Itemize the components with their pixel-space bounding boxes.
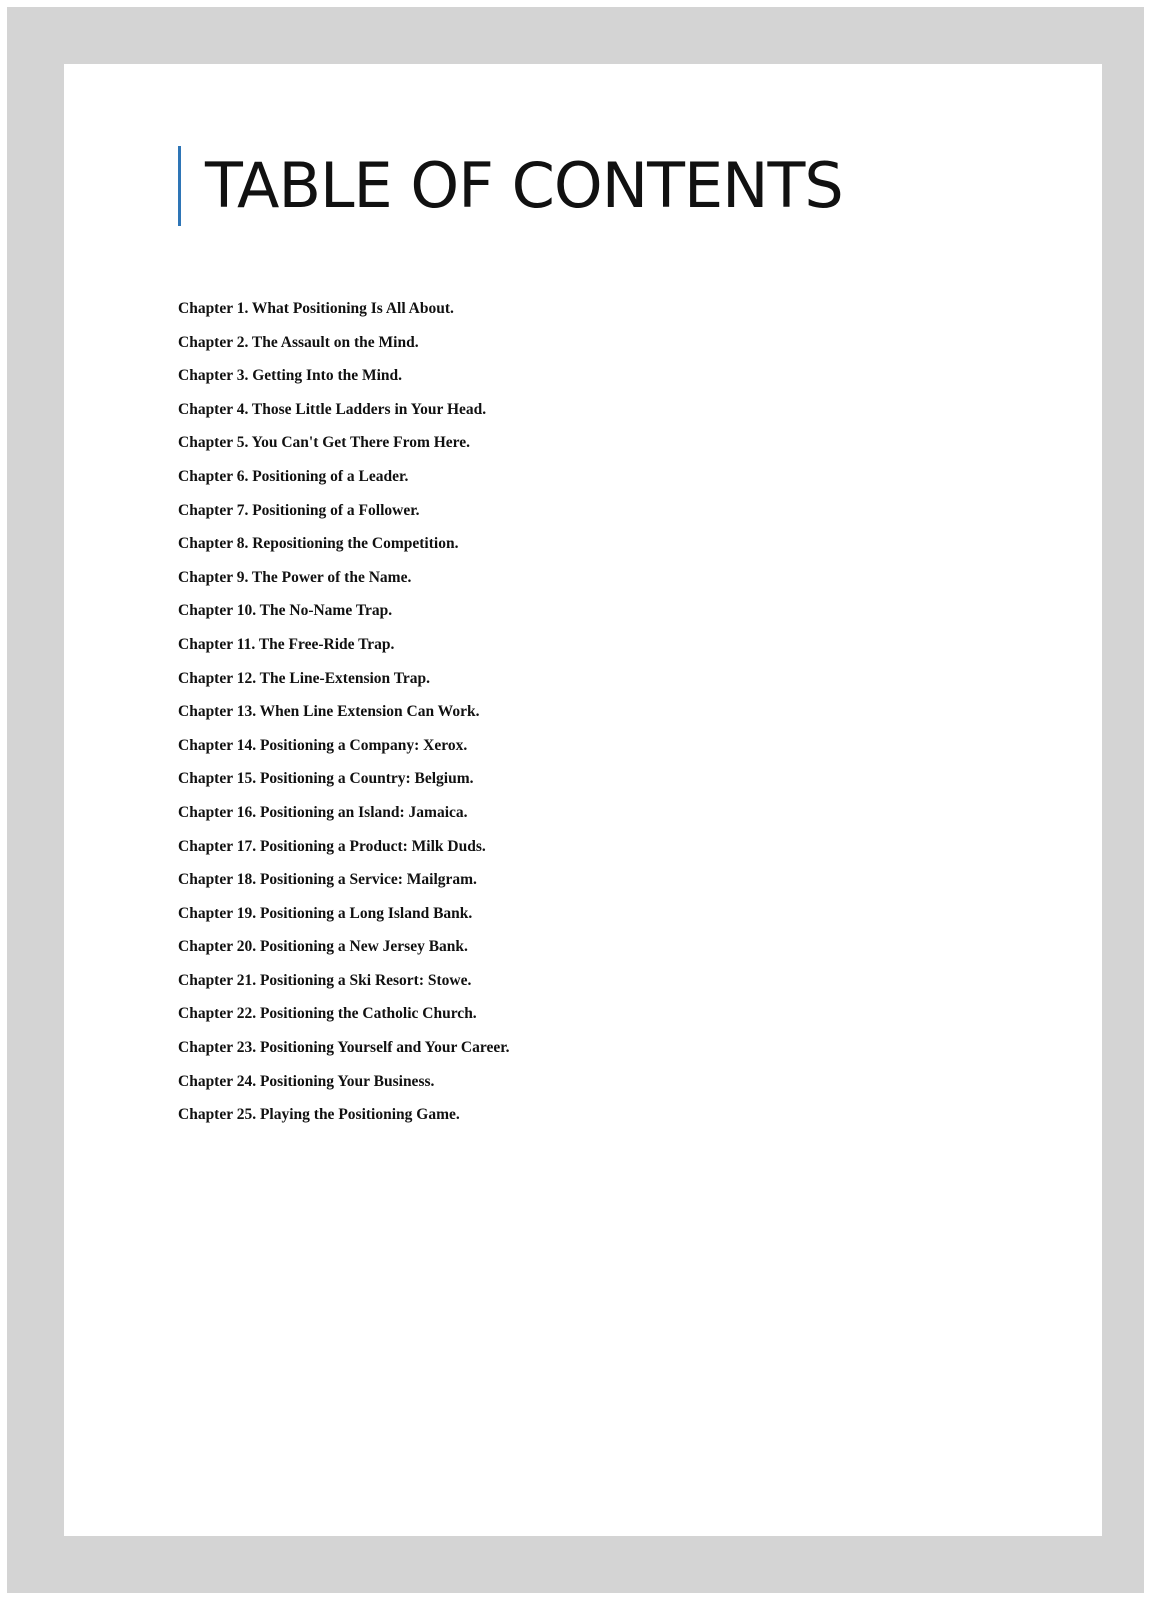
toc-item-chapter-11: Chapter 11. The Free-Ride Trap. [178,635,395,653]
page-title: TABLE OF CONTENTS [205,149,843,222]
toc-item-chapter-3: Chapter 3. Getting Into the Mind. [178,367,403,385]
toc-item-chapter-20: Chapter 20. Positioning a New Jersey Bank. [178,938,468,956]
toc-item-chapter-2: Chapter 2. The Assault on the Mind. [178,333,419,351]
toc-item-chapter-22: Chapter 22. Positioning the Catholic Church. [178,1005,477,1023]
toc-item-chapter-7: Chapter 7. Positioning of a Follower. [178,501,420,519]
toc-item-chapter-15: Chapter 15. Positioning a Country: Belgium. [178,770,474,788]
toc-item-chapter-13: Chapter 13. When Line Extension Can Work. [178,703,480,721]
title-accent-bar [178,146,181,226]
toc-item-chapter-21: Chapter 21. Positioning a Ski Resort: Stowe. [178,971,472,989]
page-background [7,7,1144,1593]
toc-item-chapter-8: Chapter 8. Repositioning the Competition. [178,535,459,553]
toc-item-chapter-23: Chapter 23. Positioning Yourself and Your Career. [178,1039,510,1057]
toc-item-chapter-4: Chapter 4. Those Little Ladders in Your Head. [178,400,487,418]
toc-item-chapter-18: Chapter 18. Positioning a Service: Mailgram. [178,871,477,889]
title-block [178,146,843,226]
toc-item-chapter-9: Chapter 9. The Power of the Name. [178,568,412,586]
toc-item-chapter-5: Chapter 5. You Can't Get There From Here. [178,434,471,452]
toc-item-chapter-10: Chapter 10. The No-Name Trap. [178,602,393,620]
toc-item-chapter-6: Chapter 6. Positioning of a Leader. [178,467,409,485]
toc-list [178,292,510,1132]
toc-item-chapter-1: Chapter 1. What Positioning Is All About. [178,300,454,317]
toc-item-chapter-24: Chapter 24. Positioning Your Business. [178,1072,435,1090]
toc-item-chapter-16: Chapter 16. Positioning an Island: Jamaica. [178,803,468,821]
toc-item-chapter-19: Chapter 19. Positioning a Long Island Bank. [178,904,473,922]
toc-item-chapter-12: Chapter 12. The Line-Extension Trap. [178,669,431,687]
document-page [64,64,1102,1536]
toc-item-chapter-17: Chapter 17. Positioning a Product: Milk Duds. [178,837,486,855]
toc-item-chapter-25: Chapter 25. Playing the Positioning Game. [178,1106,460,1124]
toc-item-chapter-14: Chapter 14. Positioning a Company: Xerox. [178,736,468,754]
